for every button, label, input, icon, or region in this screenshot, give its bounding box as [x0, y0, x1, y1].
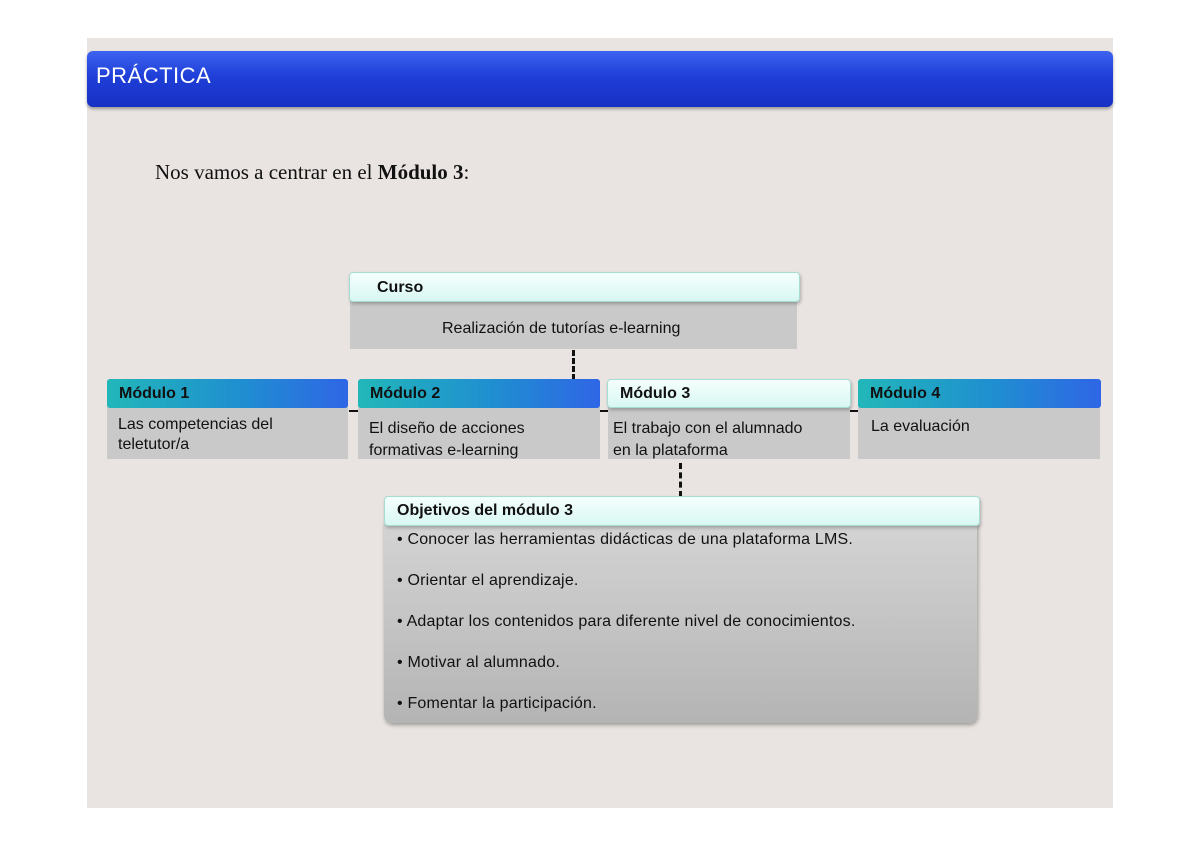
modulo-2-label: Módulo 2	[370, 385, 441, 402]
intro-bold: Módulo 3	[377, 160, 464, 184]
modulo-4-line1: La evaluación	[871, 418, 970, 435]
modulo-4-header	[858, 379, 1101, 408]
connector-modulo3-objetivos	[679, 463, 682, 497]
connector-m2-m3	[600, 410, 608, 412]
objetivos-header	[384, 496, 980, 526]
modulo-3-label: Módulo 3	[620, 385, 691, 402]
curso-header	[349, 272, 800, 302]
modulo-1-text	[118, 415, 273, 455]
objetivo-item: • Orientar el aprendizaje.	[397, 572, 579, 589]
modulo-2-line2: formativas e-learning	[369, 442, 519, 459]
title-bar	[87, 51, 1113, 107]
intro-text	[155, 160, 469, 185]
connector-curso-modulo3	[572, 350, 575, 380]
modulo-2-header	[358, 379, 600, 408]
objetivo-item: • Adaptar los contenidos para diferente nivel de conocimientos.	[397, 613, 856, 630]
modulo-1-header	[107, 379, 348, 408]
curso-label: Curso	[377, 279, 424, 296]
modulo-4-label: Módulo 4	[870, 385, 941, 402]
modulo-1-line1: Las competencias del	[118, 416, 273, 433]
objetivo-item: • Fomentar la participación.	[397, 695, 597, 712]
modulo-3-header	[607, 379, 851, 408]
connector-m1-m2	[349, 410, 358, 412]
modulo-4-text	[871, 417, 970, 437]
intro-prefix: Nos vamos a centrar en el	[155, 160, 378, 184]
modulo-3-line1: El trabajo con el alumnado	[613, 420, 803, 437]
modulo-3-text	[613, 418, 802, 462]
connector-m3-m4	[850, 410, 858, 412]
modulo-2-text	[369, 418, 525, 462]
objetivos-label: Objetivos del módulo 3	[397, 502, 574, 519]
modulo-1-line2: teletutor/a	[118, 436, 190, 453]
intro-suffix: :	[463, 160, 470, 184]
curso-value: Realización de tutorías e-learning	[442, 320, 681, 337]
objetivo-item: • Motivar al alumnado.	[397, 654, 560, 671]
modulo-3-line2: en la plataforma	[613, 442, 728, 459]
objetivo-item: • Conocer las herramientas didácticas de una plataforma LMS.	[397, 531, 854, 548]
modulo-2-line1: El diseño de acciones	[369, 420, 525, 437]
slide-title: PRÁCTICA	[96, 63, 212, 88]
modulo-1-label: Módulo 1	[119, 385, 190, 402]
